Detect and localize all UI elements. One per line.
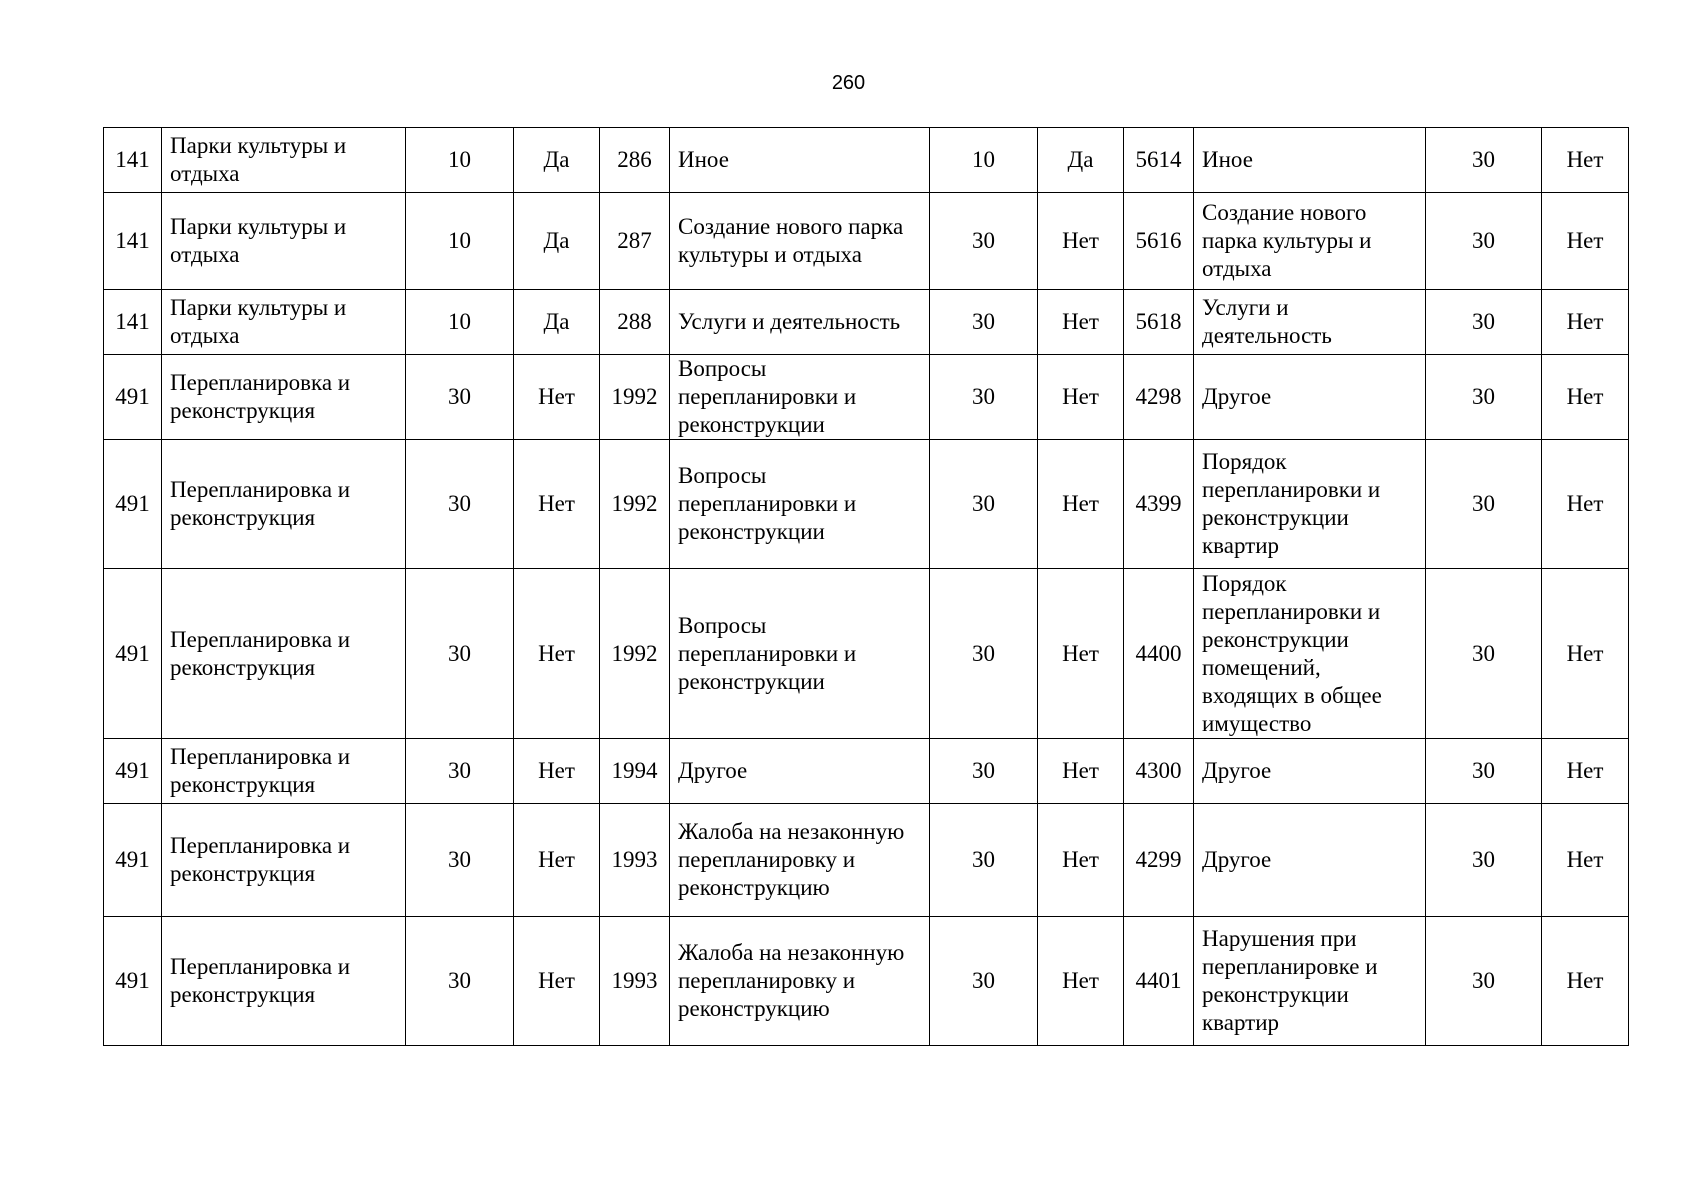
cell-item-code: 5616 <box>1124 193 1194 290</box>
cell-sub-code: 1993 <box>600 804 670 917</box>
table-row <box>104 440 1629 569</box>
cell-item-code: 5618 <box>1124 290 1194 355</box>
cell-sub-flag: Нет <box>1038 290 1124 355</box>
table-row <box>104 739 1629 804</box>
cell-item-days: 30 <box>1426 355 1542 440</box>
cell-item-code: 4299 <box>1124 804 1194 917</box>
cell-flag: Нет <box>514 917 600 1046</box>
cell-category: Парки культуры и отдыха <box>162 128 406 193</box>
cell-sub-flag: Да <box>1038 128 1124 193</box>
cell-days: 10 <box>406 290 514 355</box>
cell-sub-days: 30 <box>930 804 1038 917</box>
cell-sub-days: 30 <box>930 193 1038 290</box>
cell-item-code: 4401 <box>1124 917 1194 1046</box>
cell-days: 10 <box>406 128 514 193</box>
cell-category: Парки культуры и отдыха <box>162 193 406 290</box>
cell-subcategory: Создание нового парка культуры и отдыха <box>670 193 930 290</box>
cell-sub-code: 286 <box>600 128 670 193</box>
table-row <box>104 804 1629 917</box>
cell-sub-days: 30 <box>930 569 1038 739</box>
cell-sub-days: 30 <box>930 917 1038 1046</box>
cell-item-flag: Нет <box>1542 569 1629 739</box>
cell-item-name: Другое <box>1194 355 1426 440</box>
cell-subcategory: Жалоба на незаконную перепланировку и реконструкцию <box>670 917 930 1046</box>
cell-item-days: 30 <box>1426 569 1542 739</box>
cell-days: 30 <box>406 355 514 440</box>
cell-code: 141 <box>104 290 162 355</box>
cell-sub-code: 1994 <box>600 739 670 804</box>
cell-sub-days: 30 <box>930 739 1038 804</box>
cell-category: Парки культуры и отдыха <box>162 290 406 355</box>
cell-flag: Да <box>514 290 600 355</box>
cell-item-name: Другое <box>1194 804 1426 917</box>
table-row <box>104 917 1629 1046</box>
data-table <box>103 127 1629 1046</box>
cell-code: 491 <box>104 804 162 917</box>
cell-item-name: Нарушения при перепланировке и реконструкции квартир <box>1194 917 1426 1046</box>
cell-item-flag: Нет <box>1542 917 1629 1046</box>
table-row <box>104 128 1629 193</box>
cell-item-flag: Нет <box>1542 193 1629 290</box>
cell-subcategory: Другое <box>670 739 930 804</box>
cell-item-name: Другое <box>1194 739 1426 804</box>
cell-code: 141 <box>104 193 162 290</box>
cell-category: Перепланировка и реконструкция <box>162 917 406 1046</box>
cell-subcategory: Вопросы перепланировки и реконструкции <box>670 355 930 440</box>
cell-item-code: 4300 <box>1124 739 1194 804</box>
cell-sub-flag: Нет <box>1038 355 1124 440</box>
cell-category: Перепланировка и реконструкция <box>162 355 406 440</box>
cell-days: 10 <box>406 193 514 290</box>
cell-item-flag: Нет <box>1542 804 1629 917</box>
cell-sub-code: 287 <box>600 193 670 290</box>
page-number: 260 <box>831 72 866 94</box>
cell-item-code: 4400 <box>1124 569 1194 739</box>
cell-flag: Да <box>514 128 600 193</box>
cell-subcategory: Услуги и деятельность <box>670 290 930 355</box>
table-row <box>104 290 1629 355</box>
cell-sub-code: 1992 <box>600 440 670 569</box>
cell-subcategory: Жалоба на незаконную перепланировку и реконструкцию <box>670 804 930 917</box>
cell-flag: Нет <box>514 355 600 440</box>
cell-item-days: 30 <box>1426 290 1542 355</box>
cell-flag: Да <box>514 193 600 290</box>
cell-flag: Нет <box>514 440 600 569</box>
cell-item-flag: Нет <box>1542 739 1629 804</box>
cell-sub-days: 30 <box>930 290 1038 355</box>
cell-item-days: 30 <box>1426 917 1542 1046</box>
cell-subcategory: Иное <box>670 128 930 193</box>
cell-code: 491 <box>104 569 162 739</box>
cell-days: 30 <box>406 569 514 739</box>
cell-category: Перепланировка и реконструкция <box>162 739 406 804</box>
cell-code: 491 <box>104 355 162 440</box>
cell-category: Перепланировка и реконструкция <box>162 804 406 917</box>
cell-code: 141 <box>104 128 162 193</box>
cell-sub-code: 1993 <box>600 917 670 1046</box>
cell-item-name: Порядок перепланировки и реконструкции квартир <box>1194 440 1426 569</box>
cell-item-name: Иное <box>1194 128 1426 193</box>
cell-sub-flag: Нет <box>1038 193 1124 290</box>
cell-item-days: 30 <box>1426 739 1542 804</box>
cell-subcategory: Вопросы перепланировки и реконструкции <box>670 569 930 739</box>
cell-flag: Нет <box>514 569 600 739</box>
cell-days: 30 <box>406 917 514 1046</box>
cell-item-name: Услуги и деятельность <box>1194 290 1426 355</box>
cell-category: Перепланировка и реконструкция <box>162 569 406 739</box>
cell-item-days: 30 <box>1426 440 1542 569</box>
cell-flag: Нет <box>514 804 600 917</box>
cell-item-code: 4298 <box>1124 355 1194 440</box>
table-row <box>104 355 1629 440</box>
cell-sub-flag: Нет <box>1038 440 1124 569</box>
cell-item-name: Порядок перепланировки и реконструкции помещений, входящих в общее имущество <box>1194 569 1426 739</box>
cell-sub-code: 1992 <box>600 355 670 440</box>
cell-days: 30 <box>406 804 514 917</box>
cell-item-code: 5614 <box>1124 128 1194 193</box>
cell-sub-days: 30 <box>930 355 1038 440</box>
table-row <box>104 193 1629 290</box>
cell-sub-flag: Нет <box>1038 569 1124 739</box>
cell-category: Перепланировка и реконструкция <box>162 440 406 569</box>
cell-item-name: Создание нового парка культуры и отдыха <box>1194 193 1426 290</box>
cell-sub-days: 30 <box>930 440 1038 569</box>
cell-item-days: 30 <box>1426 804 1542 917</box>
cell-days: 30 <box>406 440 514 569</box>
cell-item-flag: Нет <box>1542 290 1629 355</box>
cell-code: 491 <box>104 739 162 804</box>
cell-item-days: 30 <box>1426 128 1542 193</box>
cell-subcategory: Вопросы перепланировки и реконструкции <box>670 440 930 569</box>
cell-sub-days: 10 <box>930 128 1038 193</box>
cell-flag: Нет <box>514 739 600 804</box>
cell-code: 491 <box>104 917 162 1046</box>
table-body <box>104 128 1629 1046</box>
table-row <box>104 569 1629 739</box>
cell-sub-flag: Нет <box>1038 917 1124 1046</box>
cell-item-flag: Нет <box>1542 440 1629 569</box>
cell-sub-code: 288 <box>600 290 670 355</box>
cell-sub-flag: Нет <box>1038 804 1124 917</box>
cell-sub-code: 1992 <box>600 569 670 739</box>
cell-item-days: 30 <box>1426 193 1542 290</box>
cell-item-flag: Нет <box>1542 128 1629 193</box>
cell-item-code: 4399 <box>1124 440 1194 569</box>
cell-days: 30 <box>406 739 514 804</box>
cell-code: 491 <box>104 440 162 569</box>
cell-item-flag: Нет <box>1542 355 1629 440</box>
cell-sub-flag: Нет <box>1038 739 1124 804</box>
